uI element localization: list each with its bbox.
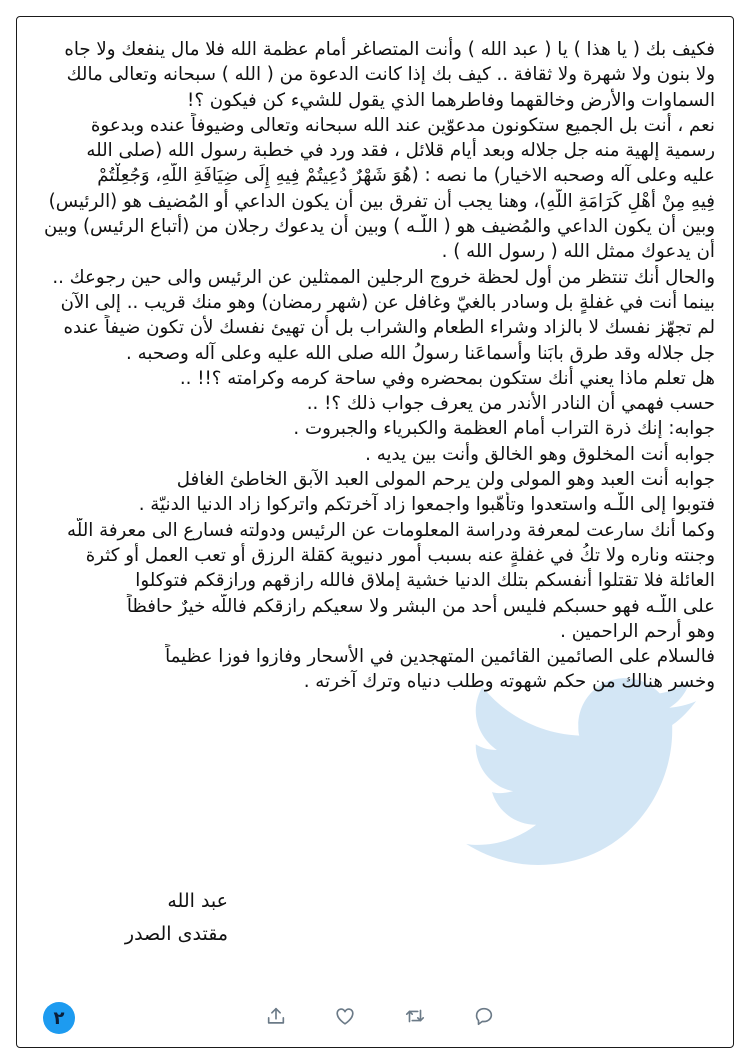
text-line: العائلة فلا تقتلوا أنفسكم بتلك الدنيا خشية إملاق فالله رازقهم ورازقكم فتوكلوا (135, 570, 715, 592)
reply-icon[interactable] (473, 1005, 495, 1027)
signature-line-1: عبد الله (167, 890, 228, 912)
signature-line-2: مقتدى الصدر (124, 923, 228, 945)
text-line: لم تجهّز نفسك لا بالزاد وشراء الطعام والشراب بل أن تهيئ نفسك لأن تكون ضيفاً عنده (63, 317, 715, 339)
signature (125, 885, 228, 951)
text-line: وخسر هنالك من حكم شهوته وطلب دنياه وترك آخرته . (303, 671, 715, 693)
text-line: على اللّـه فهو حسبكم فليس أحد من البشر ولا سعيكم رازقكم فاللّه خيرٌ حافظاً (126, 595, 715, 617)
text-line: وكما أنك سارعت لمعرفة ودراسة المعلومات عن الرئيس ودولته فسارع الى معرفة اللّه (66, 519, 715, 541)
retweet-icon[interactable] (404, 1005, 426, 1027)
text-line: فالسلام على الصائمين القائمين المتهجدين في الأسحار وفازوا فوزا عظيماً (165, 646, 715, 668)
text-line: جوابه: إنك ذرة التراب أمام العظمة والكبرياء والجبروت . (293, 418, 715, 440)
text-line: فكيف بك ( يا هذا ) يا ( عبد الله ) وأنت المتصاغر أمام عظمة الله فلا مال ينفعك ولا جاه (64, 39, 715, 60)
text-line: نعم ، أنت بل الجميع ستكونون مدعوّين عند الله سبحانه وتعالى وضيوفاً عنده وبدعوة (90, 114, 715, 136)
tweet-actions-bar (265, 1001, 495, 1031)
like-icon[interactable] (334, 1005, 356, 1027)
text-line: رسمية إلهية منه جل جلاله وبعد أيام قلائل ، فقد ورد في خطبة رسول الله (صلى الله (86, 140, 715, 162)
share-icon[interactable] (265, 1005, 287, 1027)
text-line: وجنته وناره ولا تكُ في غفلةٍ عنه بسبب أمور دنيوية كقلة الرزق أو تعب العمل أو كثرة (85, 544, 715, 566)
statement-text (39, 37, 715, 695)
text-line: وبين أن يكون الداعي والمُضيف هو ( اللّـه ) وبين أن يدعوك رجلان من (أتباع الرئيس) وبين (44, 216, 715, 238)
text-line: حسب فهمي أن النادر الأندر من يعرف جواب ذلك ؟! .. (306, 393, 715, 415)
text-line: ولا بنون ولا شهرة ولا ثقافة .. كيف بك إذا كانت الدعوة من ( الله ) سبحانه وتعالى مالك (66, 64, 715, 86)
tweet-card (16, 16, 734, 1048)
text-line: جل جلاله وقد طرق بابَنا وأسماعَنا رسولُ الله صلى الله عليه وعلى آله وصحبه . (126, 342, 715, 364)
text-line: عليه وعلى آله وصحبه الاخيار) ما نصه : (هُوَ شَهْرٌ دُعِيتُمْ فِيهِ إِلَى ضِيَافَةِ اللَّهِ، وَجُعِلْتُمْ (97, 165, 715, 187)
text-line: أن يدعوك ممثل الله ( رسول الله ) . (441, 241, 715, 263)
text-line: السماوات والأرض وخالقهما وفاطرهما الذي يقول للشيء كن فيكون ؟! (187, 89, 715, 111)
text-line: هل تعلم ماذا يعني أنك ستكون بمحضره وفي ساحة كرمه وكرامته ؟!! .. (179, 367, 715, 389)
text-line: فتوبوا إلى اللّـه واستعدوا وتأهّبوا واجمعوا زاد آخرتكم واتركوا زاد الدنيا الدنيّة . (138, 494, 715, 516)
text-line: جوابه أنت المخلوق وهو الخالق وأنت بين يديه . (365, 443, 715, 465)
text-line: والحال أنك تنتظر من أول لحظة خروج الرجلين الممثلين عن الرئيس والى حين رجوعك .. (52, 266, 715, 288)
page-number-badge: ٢ (43, 1002, 75, 1034)
text-line: بينما أنت في غفلةٍ بل وسادر بالغيّ وغافل عن (شهر رمضان) وهو منك قريب .. إلى الآن (60, 291, 715, 313)
text-line: جوابه أنت العبد وهو المولى ولن يرحم المولى العبد الآبق الخاطئ الغافل (176, 469, 715, 491)
text-line: فِيهِ مِنْ أَهْلِ كَرَامَةِ اللَّهِ)، وهنا يجب أن تفرق بين أن يكون الداعي أو المُضيف هو (الرئيس) (48, 190, 715, 212)
text-line: وهو أرحم الراحمين . (560, 620, 715, 642)
